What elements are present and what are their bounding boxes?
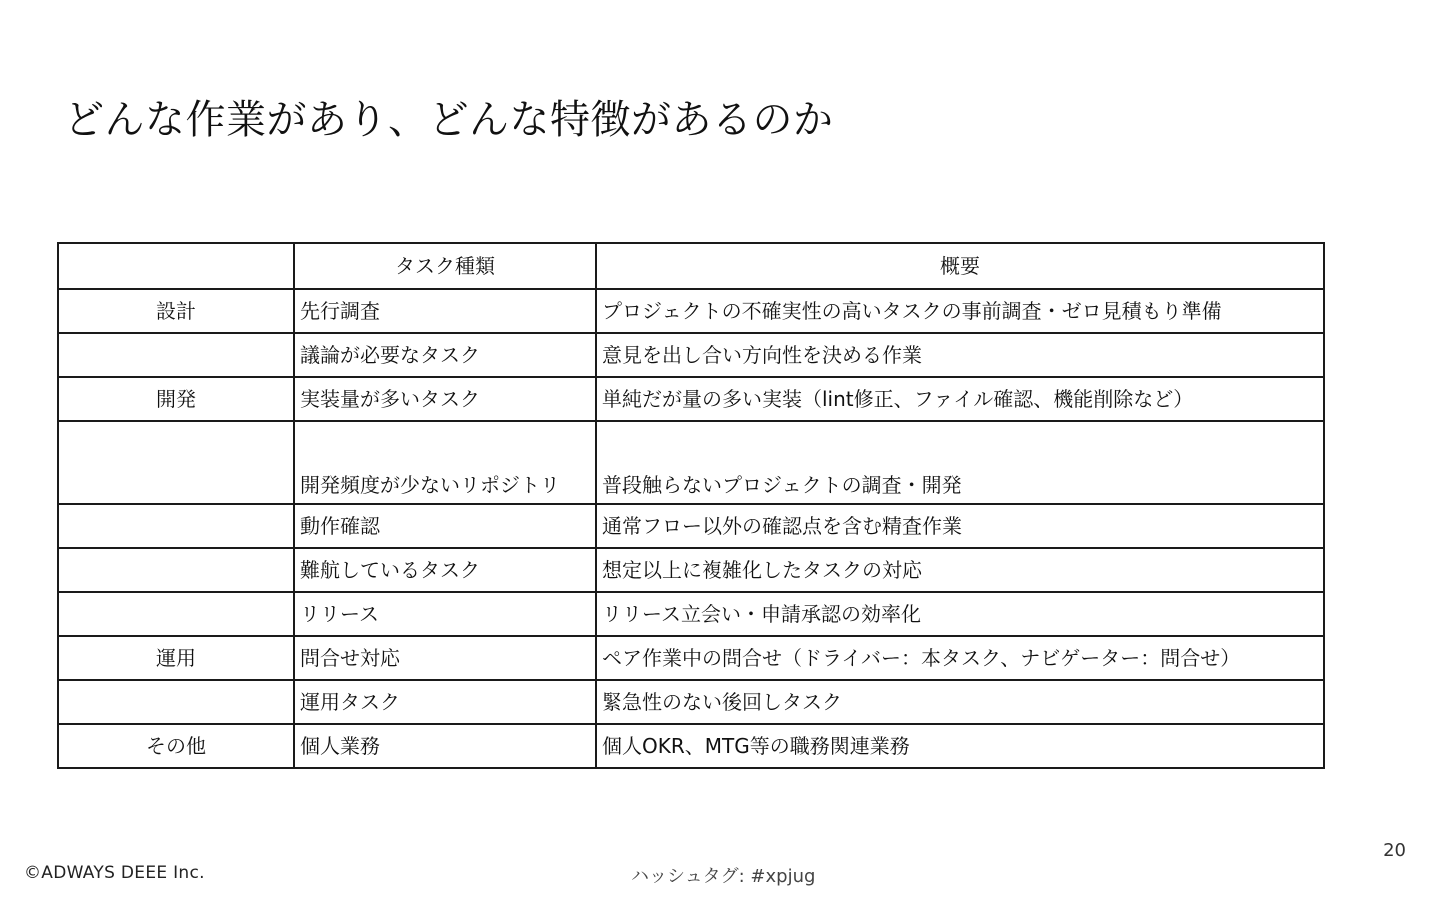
table-row bbox=[58, 724, 1324, 768]
summary-cell: ペア作業中の問合せ（ドライバー：本タスク、ナビゲーター：問合せ） bbox=[596, 636, 1324, 680]
table-header-row bbox=[58, 243, 1324, 289]
summary-cell: 個人OKR、MTG等の職務関連業務 bbox=[596, 724, 1324, 768]
table-row bbox=[58, 333, 1324, 377]
task-cell: 開発頻度が少ないリポジトリ bbox=[294, 421, 596, 504]
category-cell: その他 bbox=[58, 724, 294, 768]
category-cell bbox=[58, 421, 294, 504]
summary-cell: リリース立会い・申請承認の効率化 bbox=[596, 592, 1324, 636]
task-cell: 運用タスク bbox=[294, 680, 596, 724]
category-cell: 運用 bbox=[58, 636, 294, 680]
summary-cell: 通常フロー以外の確認点を含む精査作業 bbox=[596, 504, 1324, 548]
table-row bbox=[58, 592, 1324, 636]
task-cell: リリース bbox=[294, 592, 596, 636]
category-cell bbox=[58, 592, 294, 636]
table-row bbox=[58, 421, 1324, 504]
task-cell: 問合せ対応 bbox=[294, 636, 596, 680]
table-row bbox=[58, 680, 1324, 724]
table-row bbox=[58, 504, 1324, 548]
summary-cell: プロジェクトの不確実性の高いタスクの事前調査・ゼロ見積もり準備 bbox=[596, 289, 1324, 333]
category-cell bbox=[58, 680, 294, 724]
slide-title: どんな作業があり、どんな特徴があるのか bbox=[64, 97, 834, 143]
summary-cell: 想定以上に複雑化したタスクの対応 bbox=[596, 548, 1324, 592]
table-row bbox=[58, 377, 1324, 421]
table-row bbox=[58, 289, 1324, 333]
category-cell bbox=[58, 504, 294, 548]
task-cell: 実装量が多いタスク bbox=[294, 377, 596, 421]
summary-cell: 普段触らないプロジェクトの調査・開発 bbox=[596, 421, 1324, 504]
category-cell: 開発 bbox=[58, 377, 294, 421]
task-cell: 難航しているタスク bbox=[294, 548, 596, 592]
category-cell: 設計 bbox=[58, 289, 294, 333]
category-cell bbox=[58, 333, 294, 377]
page-number: 20 bbox=[1383, 840, 1406, 861]
task-cell: 動作確認 bbox=[294, 504, 596, 548]
task-cell: 個人業務 bbox=[294, 724, 596, 768]
category-cell bbox=[58, 548, 294, 592]
header-task-type: タスク種類 bbox=[294, 243, 596, 289]
summary-cell: 単純だが量の多い実装（lint修正、ファイル確認、機能削除など） bbox=[596, 377, 1324, 421]
task-table bbox=[57, 242, 1325, 769]
header-category bbox=[58, 243, 294, 289]
summary-cell: 意見を出し合い方向性を決める作業 bbox=[596, 333, 1324, 377]
task-cell: 先行調査 bbox=[294, 289, 596, 333]
footer-copyright: ©ADWAYS DEEE Inc. bbox=[24, 863, 205, 883]
header-summary: 概要 bbox=[596, 243, 1324, 289]
table-row bbox=[58, 548, 1324, 592]
summary-cell: 緊急性のない後回しタスク bbox=[596, 680, 1324, 724]
footer-hashtag: ハッシュタグ: #xpjug bbox=[631, 866, 816, 887]
task-cell: 議論が必要なタスク bbox=[294, 333, 596, 377]
table-row bbox=[58, 636, 1324, 680]
